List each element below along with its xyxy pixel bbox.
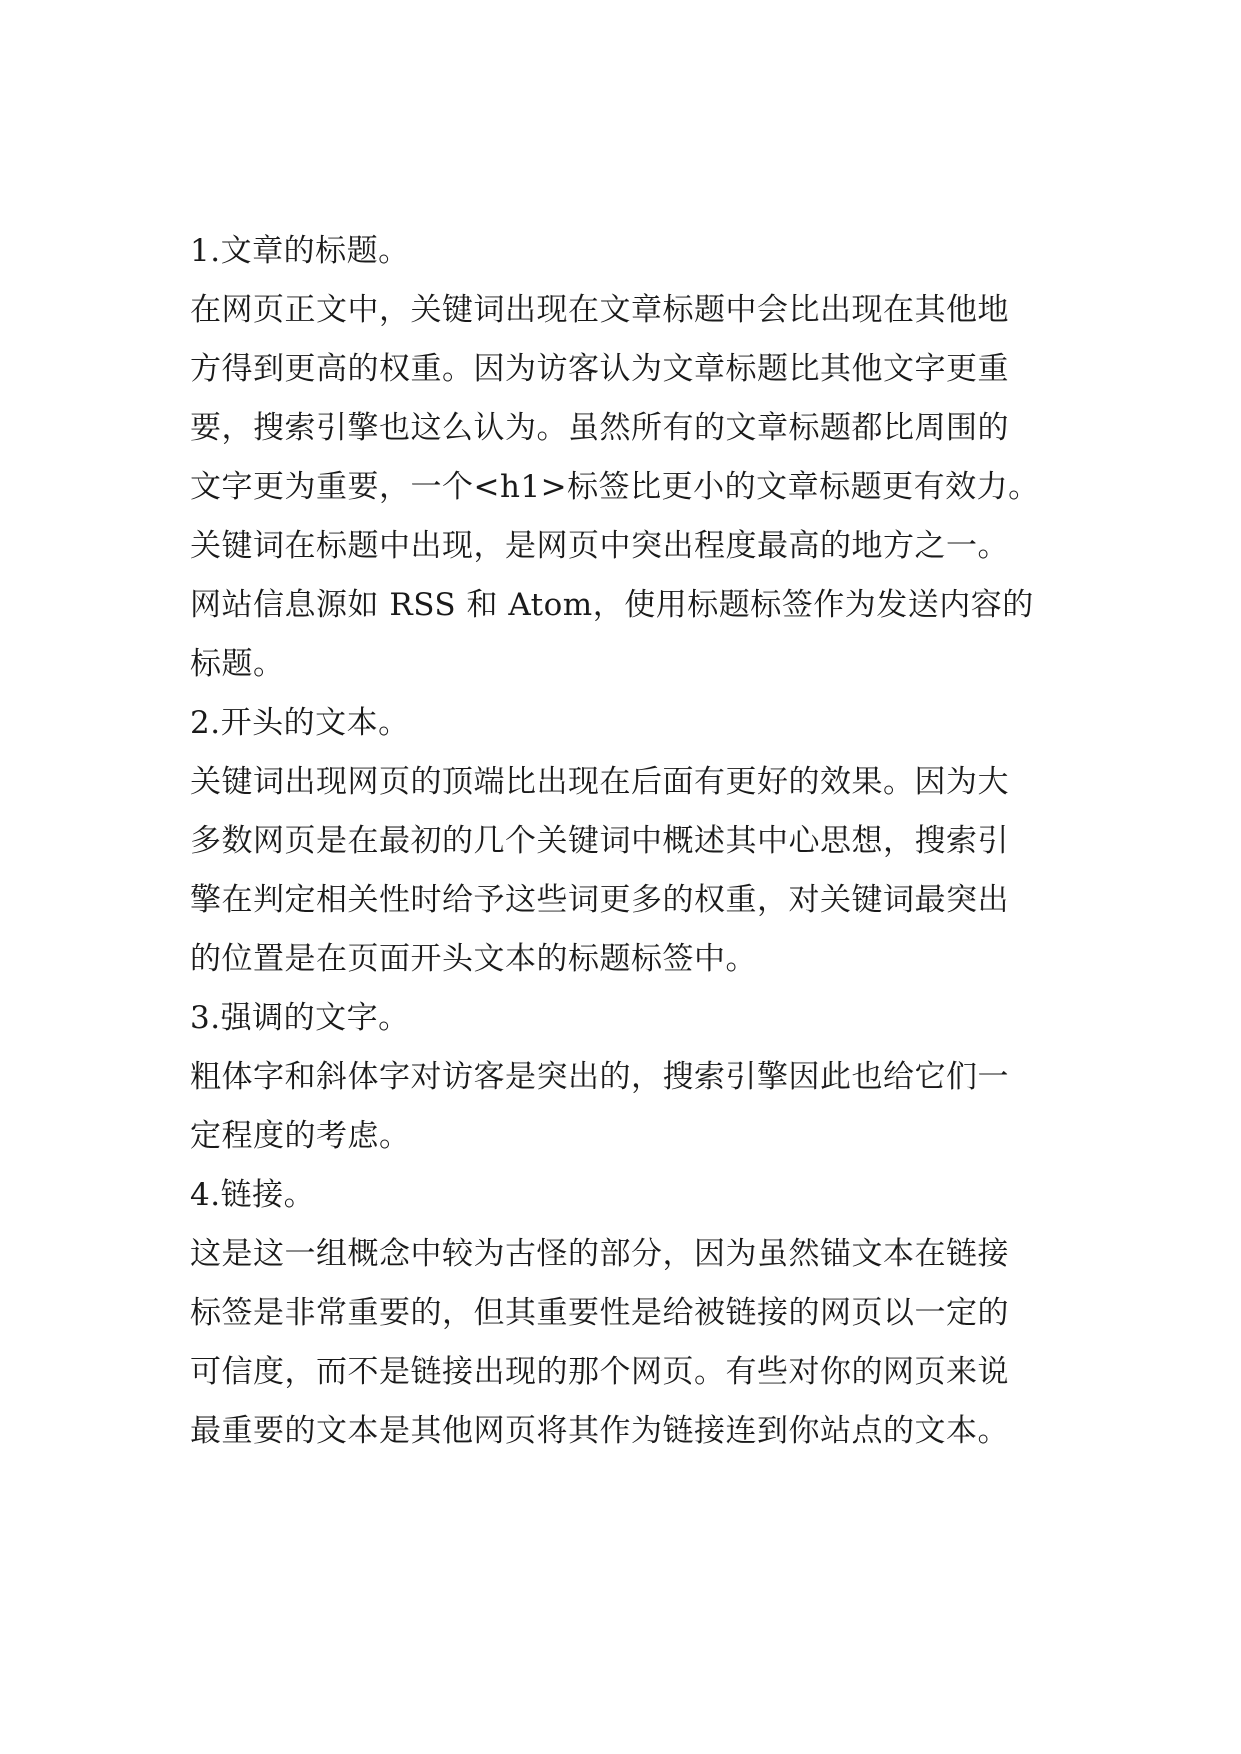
- paragraph-line: 标题。: [190, 646, 285, 682]
- paragraph-line: 多数网页是在最初的几个关键词中概述其中心思想，搜索引: [190, 823, 1009, 859]
- paragraph-line: 可信度，而不是链接出现的那个网页。有些对你的网页来说: [190, 1354, 1009, 1390]
- paragraph-line: 文字更为重要，一个<h1>标签比更小的文章标题更有效力。: [190, 469, 1040, 505]
- paragraph-line: 关键词出现网页的顶端比出现在后面有更好的效果。因为大: [190, 764, 1009, 800]
- heading-1: 1.文章的标题。: [190, 233, 410, 269]
- paragraph-line: 定程度的考虑。: [190, 1118, 411, 1154]
- paragraph-line: 网站信息源如 RSS 和 Atom，使用标题标签作为发送内容的: [190, 587, 1034, 623]
- paragraph-line: 粗体字和斜体字对访客是突出的，搜索引擎因此也给它们一: [190, 1059, 1009, 1095]
- paragraph-line: 的位置是在页面开头文本的标题标签中。: [190, 941, 757, 977]
- paragraph-line: 标签是非常重要的，但其重要性是给被链接的网页以一定的: [190, 1295, 1009, 1331]
- paragraph-line: 最重要的文本是其他网页将其作为链接连到你站点的文本。: [190, 1413, 1009, 1449]
- paragraph-line: 这是这一组概念中较为古怪的部分，因为虽然锚文本在链接: [190, 1236, 1009, 1272]
- heading-4: 4.链接。: [190, 1177, 316, 1213]
- paragraph-line: 擎在判定相关性时给予这些词更多的权重，对关键词最突出: [190, 882, 1009, 918]
- paragraph-line: 在网页正文中，关键词出现在文章标题中会比出现在其他地: [190, 292, 1009, 328]
- paragraph-line: 方得到更高的权重。因为访客认为文章标题比其他文字更重: [190, 351, 1009, 387]
- document-body: [190, 222, 1050, 1461]
- paragraph-line: 要，搜索引擎也这么认为。虽然所有的文章标题都比周围的: [190, 410, 1009, 446]
- heading-3: 3.强调的文字。: [190, 1000, 410, 1036]
- paragraph-line: 关键词在标题中出现，是网页中突出程度最高的地方之一。: [190, 528, 1009, 564]
- heading-2: 2.开头的文本。: [190, 705, 410, 741]
